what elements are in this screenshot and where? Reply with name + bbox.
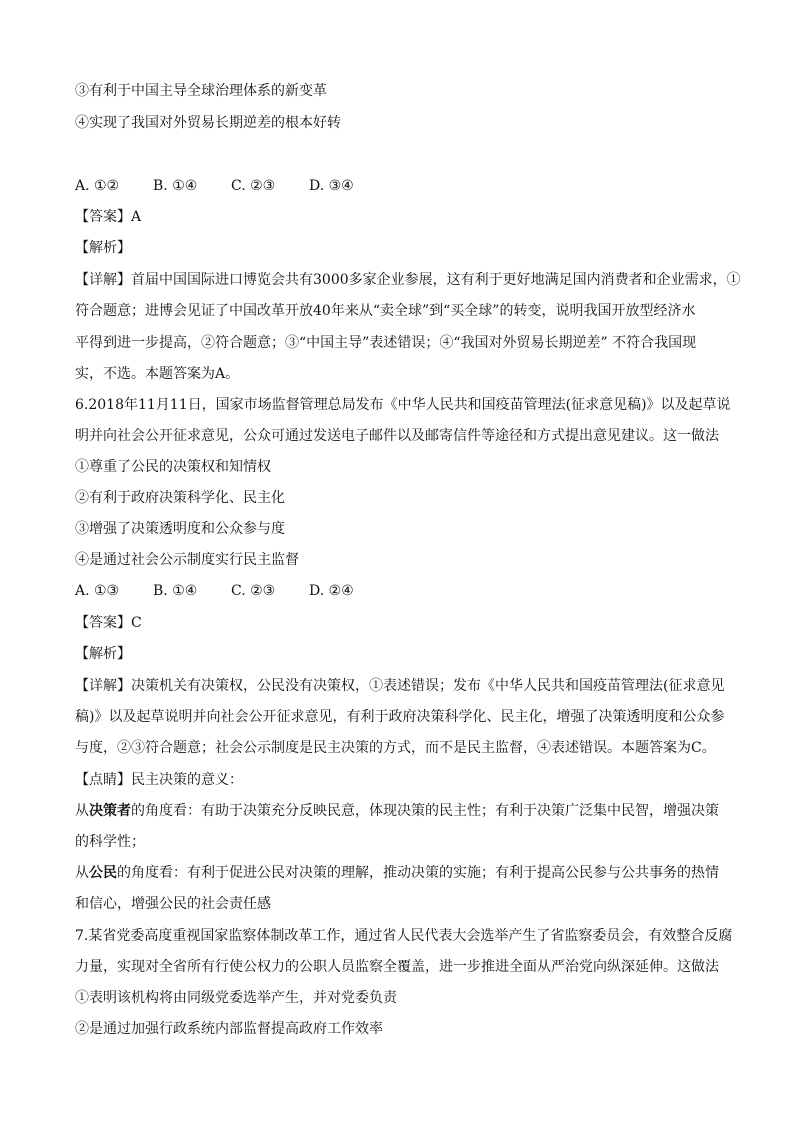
q6-tip-decision-maker-line-2: 的科学性； [75,834,145,850]
q5-options [75,176,725,196]
q6-options [75,581,725,601]
q7-statement-2: ②是通过加强行政系统内部监督提高政府工作效率 [75,1021,383,1037]
tip-keyword-citizen: 公民 [89,865,117,881]
q7-stem-line-1: 7.某省党委高度重视国家监察体制改革工作，通过省人民代表大会选举产生了省监察委员会，有效整合反腐 [75,928,733,944]
q5-statement-2: ③有利于中国主导全球治理体系的新变革 [75,83,327,99]
q5-detail-line-4: 实，不选。本题答案为A。 [75,366,240,382]
q6-statement-2: ②有利于政府决策科学化、民主化 [75,490,285,506]
q6-option-d: D. ②④ [309,583,354,599]
q6-statement-1: ①尊重了公民的决策权和知情权 [75,459,271,475]
q5-answer: 【答案】A [75,209,142,225]
q5-option-b: B. ①④ [153,178,198,194]
q5-detail-line-1: 【详解】首届中国国际进口博览会共有3000多家企业参展，这有利于更好地满足国内消费者和企业需求，① [75,272,741,288]
tip-text: 的角度看：有利于促进公民对决策的理解，推动决策的实施；有利于提高公民参与公共事务的热情 [117,865,719,881]
q6-statement-3: ③增强了决策透明度和公众参与度 [75,521,285,537]
q6-tip-citizen-line-2: 和信心，增强公民的社会责任感 [75,896,271,912]
tip-prefix: 从 [75,803,89,819]
q7-stem-line-2: 力量，实现对全省所有行使公权力的公职人员监察全覆盖，进一步推进全面从严治党向纵深延伸。这做法 [75,959,719,975]
q6-statement-4: ④是通过社会公示制度实行民主监督 [75,552,299,568]
q6-detail-line-2: 稿)》以及起草说明并向社会公开征求意见，有利于政府决策科学化、民主化，增强了决策透明度和公众参 [75,709,725,725]
q5-detail-line-3: 平得到进一步提高，②符合题意；③“中国主导”表述错误；④“我国对外贸易长期逆差” 不符合我国现 [75,335,697,351]
q6-analysis-title: 【解析】 [75,646,131,662]
q6-option-c: C. ②③ [231,583,276,599]
q6-detail-line-1: 【详解】决策机关有决策权，公民没有决策权，①表述错误；发布《中华人民共和国疫苗管理法(征求意见 [75,678,725,694]
q5-statement-3: ④实现了我国对外贸易长期逆差的根本好转 [75,115,341,131]
q6-stem-line-2: 明并向社会公开征求意见，公众可通过发送电子邮件以及邮寄信件等途径和方式提出意见建议。这一做法 [75,428,719,444]
tip-text: 的角度看：有助于决策充分反映民意，体现决策的民主性；有利于决策广泛集中民智，增强决策 [131,803,719,819]
q5-option-d: D. ③④ [309,178,354,194]
q5-analysis-title: 【解析】 [75,240,131,256]
q5-option-c: C. ②③ [231,178,276,194]
q6-detail-line-3: 与度，②③符合题意；社会公示制度是民主决策的方式，而不是民主监督，④表述错误。本题答案为C。 [75,740,716,756]
tip-prefix: 从 [75,865,89,881]
q6-stem-line-1: 6.2018年11月11日，国家市场监督管理总局发布《中华人民共和国疫苗管理法(征求意见稿)》以及起草说 [75,397,731,413]
q6-tip-decision-maker-line-1 [75,801,725,821]
q6-option-a: A. ①③ [75,583,120,599]
q6-tip-citizen-line-1 [75,863,725,883]
q6-answer: 【答案】C [75,615,142,631]
q6-option-b: B. ①④ [153,583,198,599]
q6-tip-title: 【点睛】民主决策的意义： [75,772,243,788]
q5-detail-line-2: 符合题意；进博会见证了中国改革开放40年来从“卖全球”到“买全球”的转变，说明我国开放型经济水 [75,303,696,319]
tip-keyword-decision-maker: 决策者 [89,803,131,819]
q7-statement-1: ①表明该机构将由同级党委选举产生，并对党委负责 [75,990,397,1006]
q5-option-a: A. ①② [75,178,120,194]
